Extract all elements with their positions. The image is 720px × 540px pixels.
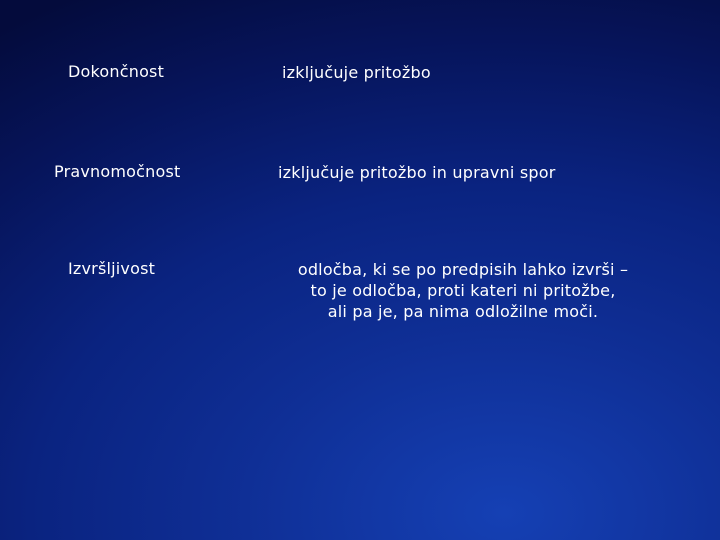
term-izvrsljivost: Izvršljivost bbox=[68, 259, 156, 278]
description-line: izključuje pritožbo bbox=[282, 63, 431, 82]
term-dokoncnost: Dokončnost bbox=[68, 62, 165, 81]
term-pravnomocnost: Pravnomočnost bbox=[54, 162, 181, 181]
description-pravnomocnost bbox=[278, 162, 555, 183]
description-line: izključuje pritožbo in upravni spor bbox=[278, 163, 556, 182]
description-izvrsljivost bbox=[270, 259, 656, 322]
description-line: ali pa je, pa nima odložilne moči. bbox=[327, 302, 599, 321]
description-line: to je odločba, proti kateri ni pritožbe, bbox=[310, 281, 616, 300]
description-line: odločba, ki se po predpisih lahko izvrši – bbox=[297, 260, 629, 279]
description-dokoncnost bbox=[282, 62, 431, 83]
